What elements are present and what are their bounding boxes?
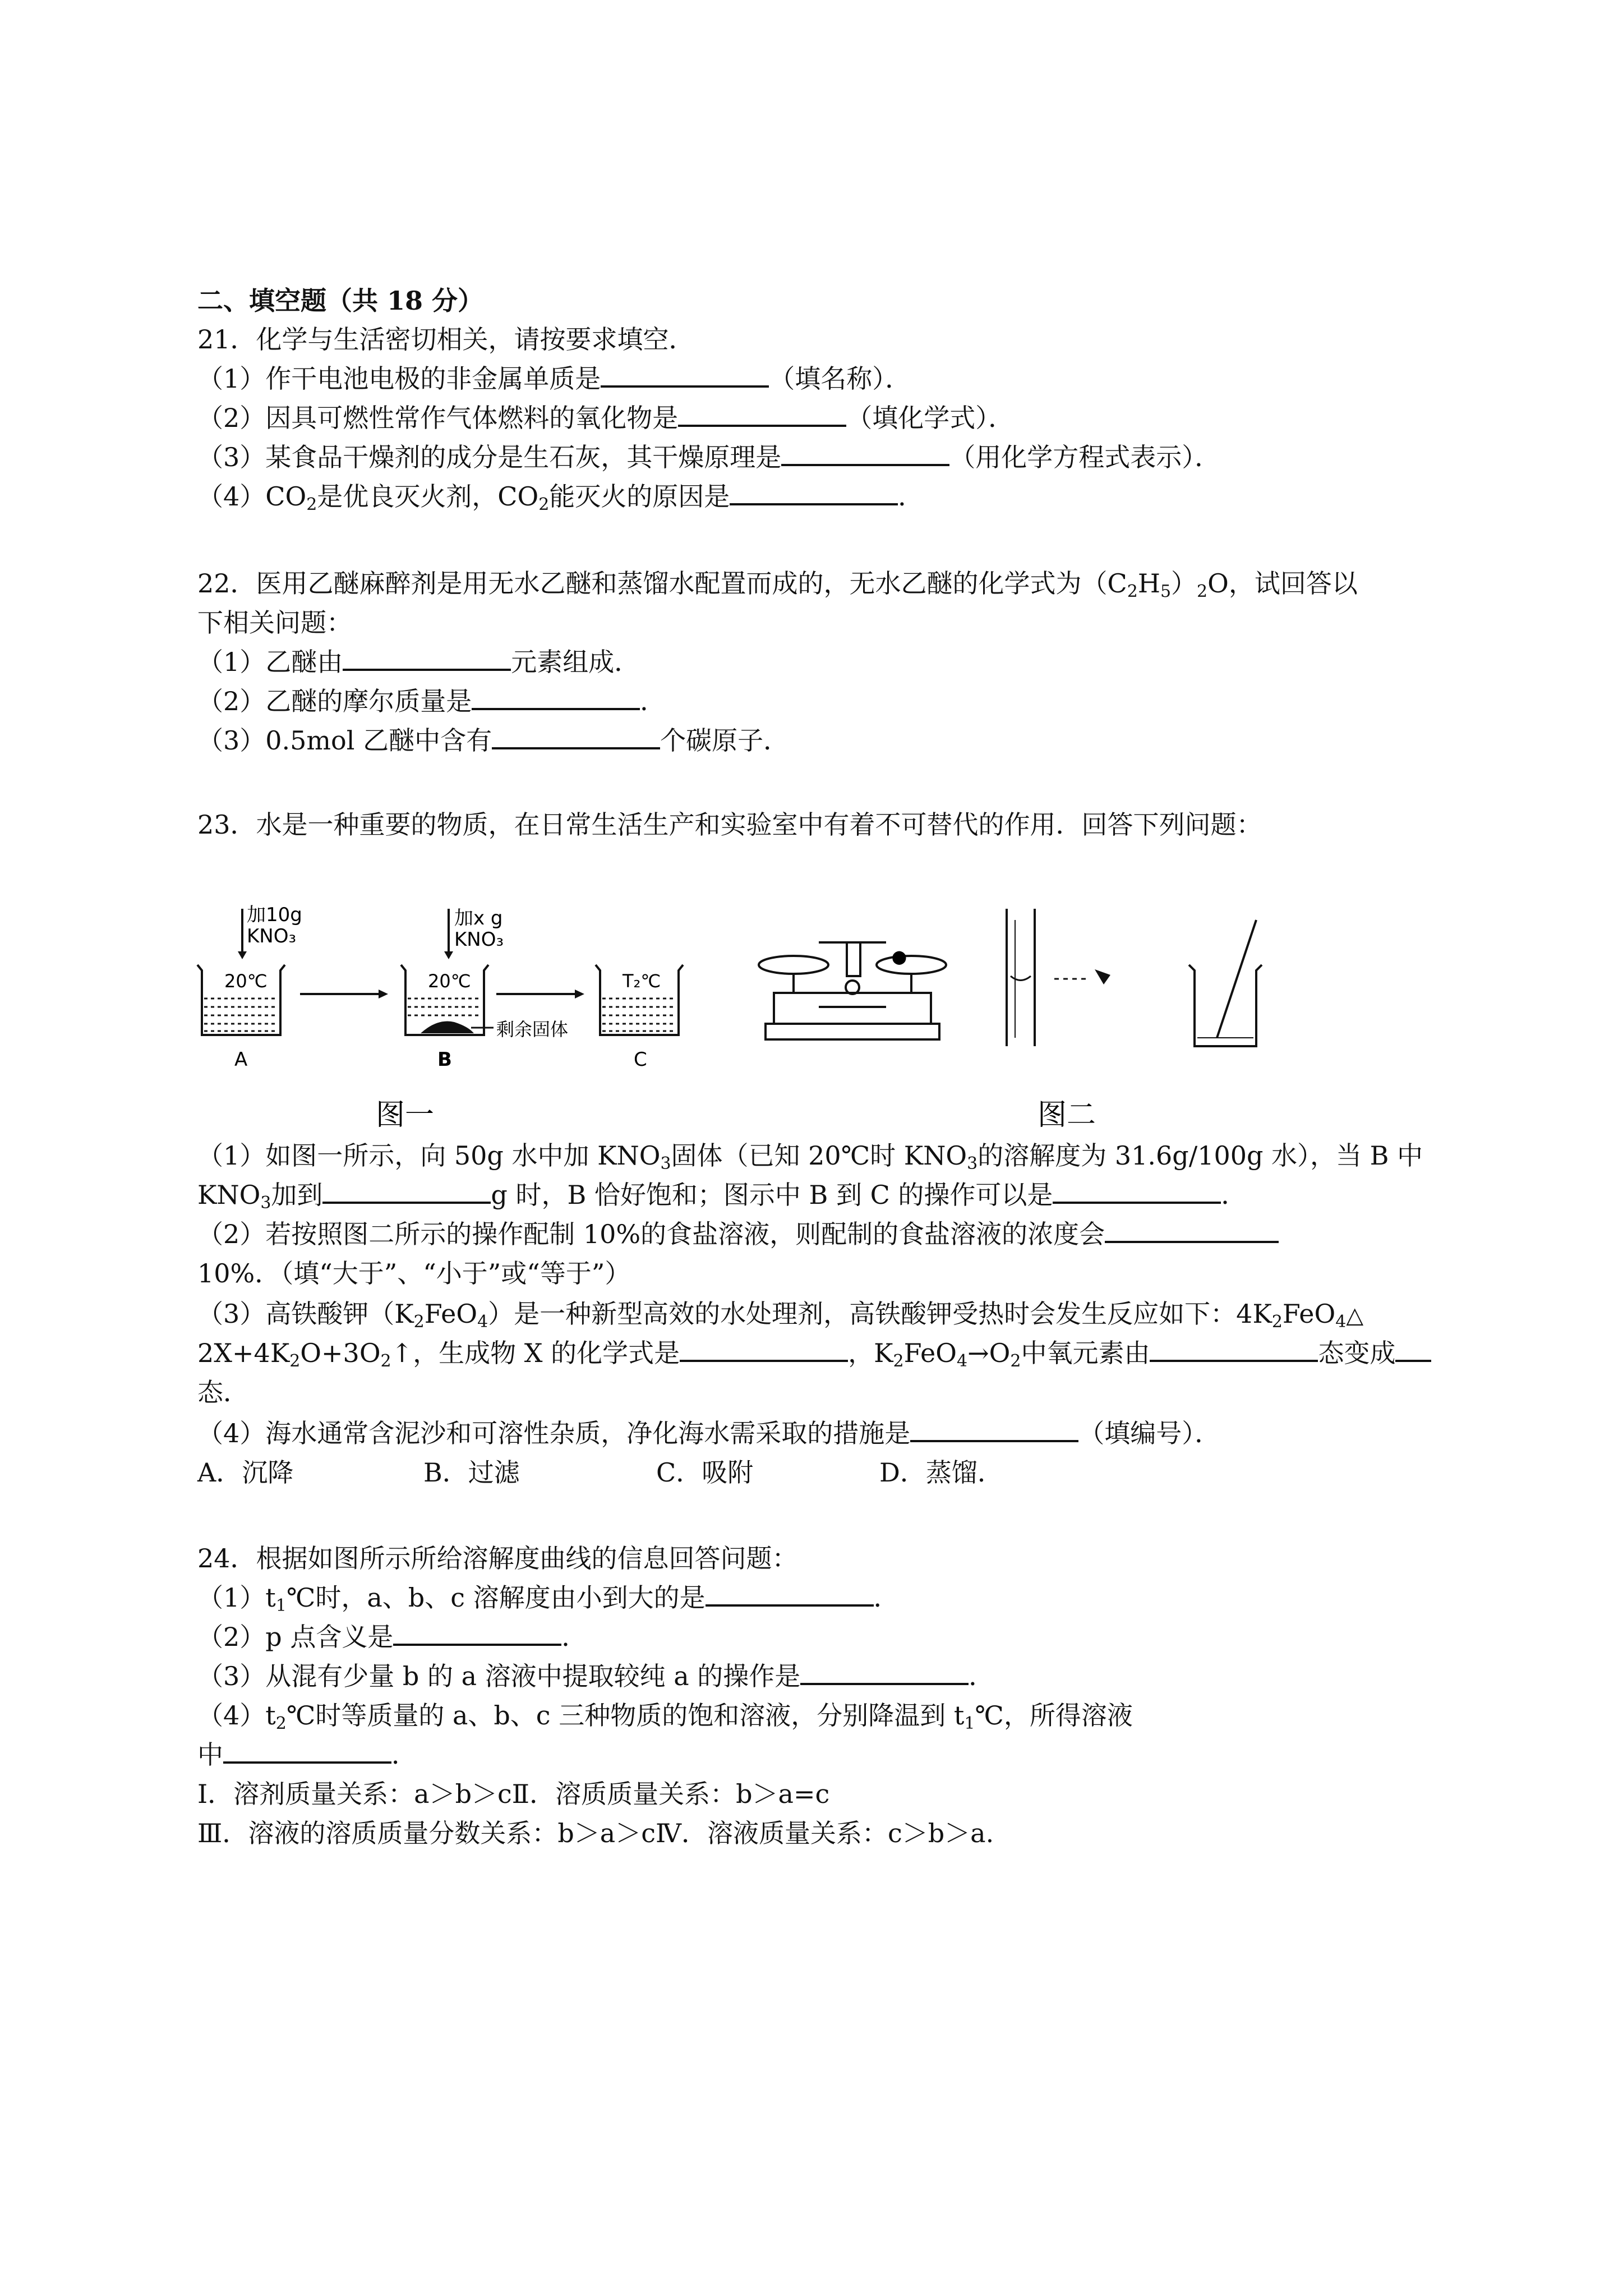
answer-blank[interactable] <box>706 1582 874 1607</box>
q24-p3-text: （3）从混有少量 b 的 a 溶液中提取较纯 a 的操作是 <box>197 1661 801 1691</box>
q23-p3-l2-text5: FeO <box>903 1338 957 1368</box>
figure2-caption: 图二 <box>1038 1098 1096 1132</box>
q24-p2-text: （2）p 点含义是 <box>197 1622 394 1652</box>
answer-blank[interactable] <box>393 1621 561 1646</box>
q21-p2-text: （2）因具可燃性常作气体燃料的氧化物是 <box>197 403 679 433</box>
q23-p1-l2-text3: g 时，B 恰好饱和；图示中 B 到 C 的操作可以是 <box>491 1180 1053 1210</box>
subscript: 2 <box>1271 1312 1283 1332</box>
answer-blank[interactable] <box>910 1418 1078 1442</box>
beaker-c-temp: T₂℃ <box>623 970 661 992</box>
answer-blank[interactable] <box>781 441 949 466</box>
subscript: 1 <box>964 1714 975 1733</box>
q24-p4-text: （4）t <box>197 1700 276 1731</box>
eye-icon <box>1095 969 1110 984</box>
q23-part3-line3: 态． <box>197 1377 249 1407</box>
q22-part1 <box>197 645 640 679</box>
figure1-caption: 图一 <box>376 1098 435 1132</box>
beaker-a-label: A <box>234 1048 248 1071</box>
beaker-b-label: B <box>437 1048 452 1071</box>
q23-part4 <box>197 1416 1220 1450</box>
q24-p1-text2: ℃时，a、b、c 溶解度由小到大的是 <box>286 1582 706 1613</box>
add-10g-label: 加10g <box>247 904 302 926</box>
subscript: 2 <box>1197 582 1208 601</box>
q23-p3-text: （3）高铁酸钾（K <box>197 1299 414 1329</box>
answer-blank[interactable] <box>678 402 846 427</box>
q22-stem-text: 22．医用乙醚麻醉剂是用无水乙醚和蒸馏水配置而成的，无水乙醚的化学式为（C <box>197 568 1127 599</box>
answer-blank[interactable] <box>730 481 898 505</box>
q23-p1-l2-text: KNO <box>197 1180 261 1210</box>
q23-part1 <box>197 1139 1423 1181</box>
q23-part1-line2 <box>197 1178 1247 1220</box>
q24-p2-suffix: ． <box>561 1622 588 1652</box>
q24-p4-l2-text: 中 <box>197 1740 223 1770</box>
q23-p2-text: （2）若按照图二所示的操作配制 10%的食盐溶液，则配制的食盐溶液的浓度会 <box>197 1219 1105 1249</box>
residue-label: 剩余固体 <box>496 1019 569 1040</box>
q21-stem: 21．化学与生活密切相关，请按要求填空． <box>197 324 695 355</box>
q23-p1-text: （1）如图一所示，向 50g 水中加 KNO <box>197 1140 661 1171</box>
answer-blank[interactable] <box>492 725 660 749</box>
subscript: 2 <box>1127 582 1138 601</box>
answer-blank[interactable] <box>322 1179 491 1204</box>
q23-p3-text3: ）是一种新型高效的水处理剂，高铁酸钾受热时会发生反应如下：4K <box>488 1299 1272 1329</box>
q24-part3 <box>197 1659 994 1693</box>
q22-part2 <box>197 684 666 718</box>
answer-blank[interactable] <box>1105 1218 1279 1243</box>
q24-p1-suffix: ． <box>873 1582 900 1613</box>
q23-options <box>197 1456 1003 1489</box>
q24-options-1: Ⅰ．溶剂质量关系：a＞b＞cⅡ．溶质质量关系：b＞a=c <box>197 1779 830 1809</box>
q23-p4-text: （4）海水通常含泥沙和可溶性杂质，净化海水需采取的措施是 <box>197 1418 911 1448</box>
q22-p1-text: （1）乙醚由 <box>197 647 343 677</box>
add-x-label: 加x g <box>454 907 503 930</box>
q21-p4-text: （4）CO <box>197 481 307 512</box>
q24-stem: 24．根据如图所示所给溶解度曲线的信息回答问题： <box>197 1543 798 1573</box>
answer-blank[interactable] <box>1395 1337 1431 1362</box>
subscript: 5 <box>1160 582 1172 601</box>
q22-stem-text3: ） <box>1171 568 1197 599</box>
q23-p3-l2-text7: 中氧元素由 <box>1021 1338 1150 1368</box>
q21-p1-text: （1）作干电池电极的非金属单质是 <box>197 364 601 394</box>
q21-part1 <box>197 362 911 395</box>
arrowhead-icon <box>575 990 584 999</box>
answer-blank[interactable] <box>343 646 511 671</box>
q23-stem: 23．水是一种重要的物质，在日常生活生产和实验室中有着不可替代的作用．回答下列问题： <box>197 809 1262 840</box>
subscript: 2 <box>1010 1351 1021 1371</box>
q24-p4-l2-suffix: ． <box>391 1740 417 1770</box>
q21-p4-suffix: ． <box>898 481 924 512</box>
q21-p3-text: （3）某食品干燥剂的成分是生石灰，其干燥原理是 <box>197 442 782 472</box>
residue-solid <box>421 1022 474 1033</box>
q23-p3-l2-text4: ，K <box>848 1338 893 1368</box>
q21-p4-text3: 能灭火的原因是 <box>549 481 730 512</box>
beaker-stirring <box>1189 920 1262 1046</box>
q22-stem-line2: 下相关问题： <box>197 608 352 638</box>
heat-triangle-icon: △ <box>1346 1303 1364 1328</box>
q22-p3-suffix: 个碳原子． <box>660 725 790 756</box>
answer-blank[interactable] <box>1150 1337 1318 1362</box>
q24-p1-text: （1）t <box>197 1582 276 1613</box>
balance-weight-mark: ⬤ <box>892 949 907 965</box>
arrow-down-icon <box>444 951 453 959</box>
arrow-down-icon <box>238 951 247 959</box>
graduated-cylinder <box>1007 909 1088 1046</box>
q23-p3-l2-text8: 态变成 <box>1318 1338 1396 1368</box>
q24-part1 <box>197 1581 900 1623</box>
q21-part2 <box>197 401 1014 435</box>
q21-part3 <box>197 440 1220 474</box>
q24-p4-text3: ℃，所得溶液 <box>975 1700 1133 1731</box>
q21-p1-suffix: （填名称）． <box>769 364 911 394</box>
subscript: 2 <box>289 1351 301 1371</box>
q23-p3-l2-text2: O+3O <box>300 1338 381 1368</box>
answer-blank[interactable] <box>1053 1179 1221 1204</box>
arrowhead-icon <box>379 990 388 999</box>
q24-part4 <box>197 1699 1133 1741</box>
subscript: 3 <box>660 1154 671 1174</box>
q23-p1-l2-text2: 加到 <box>271 1180 323 1210</box>
q23-part2 <box>197 1217 1279 1251</box>
q21-p4-text2: 是优良灭火剂，CO <box>317 481 539 512</box>
balance-icon <box>759 942 946 1039</box>
beaker-b-temp: 20℃ <box>428 970 471 992</box>
q22-p2-text: （2）乙醚的摩尔质量是 <box>197 686 472 716</box>
q22-p3-text: （3）0.5mol 乙醚中含有 <box>197 725 492 756</box>
q23-p1-text3: 的溶解度为 31.6g/100g 水），当 B 中 <box>978 1140 1423 1171</box>
subscript: 2 <box>538 495 550 514</box>
q22-part3 <box>197 724 789 757</box>
q23-part3-line2 <box>197 1336 1431 1378</box>
subscript: 4 <box>1335 1312 1347 1332</box>
q23-p3-text2: FeO <box>424 1299 478 1329</box>
answer-blank[interactable] <box>800 1660 969 1685</box>
subscript: 2 <box>306 495 317 514</box>
q23-p1-text2: 固体（已知 20℃时 KNO <box>671 1140 967 1171</box>
beaker-c-label: C <box>634 1048 647 1071</box>
q23-p3-l2-text6: →O <box>967 1338 1011 1368</box>
subscript: 3 <box>260 1193 271 1213</box>
q23-figures <box>191 903 1469 1133</box>
section-title: 二、填空题（共 18 分） <box>197 286 484 316</box>
subscript: 4 <box>477 1312 488 1332</box>
q21-part4 <box>197 480 924 522</box>
option-b[interactable]: B．过滤 <box>423 1457 520 1488</box>
subscript: 3 <box>967 1154 978 1174</box>
subscript: 1 <box>275 1596 287 1616</box>
q23-part2-line2: 10%．（填“大于”、“小于”或“等于”） <box>197 1258 631 1289</box>
option-a[interactable]: A．沉降 <box>197 1457 294 1488</box>
subscript: 2 <box>893 1351 904 1371</box>
add-x-kno3: KNO₃ <box>454 928 504 951</box>
q23-p1-l2-suffix: ． <box>1221 1180 1247 1210</box>
answer-blank[interactable] <box>472 685 640 710</box>
q22-stem-text2: H <box>1137 568 1160 599</box>
beaker-a-temp: 20℃ <box>224 970 268 992</box>
q24-part4-line2 <box>197 1738 417 1772</box>
q23-part3 <box>197 1297 1363 1339</box>
answer-blank[interactable] <box>223 1739 391 1764</box>
option-c[interactable]: C．吸附 <box>656 1457 754 1488</box>
q23-p3-text4: FeO <box>1282 1299 1336 1329</box>
q24-options-2: Ⅲ．溶液的溶质质量分数关系：b＞a＞cⅣ．溶液质量关系：c＞b＞a. <box>197 1818 994 1848</box>
q23-p3-l2-text: 2X+4K <box>197 1338 290 1368</box>
q21-p3-suffix: （用化学方程式表示）． <box>949 442 1221 472</box>
q24-p4-text2: ℃时等质量的 a、b、c 三种物质的饱和溶液，分别降温到 t <box>286 1700 965 1731</box>
q23-p4-suffix: （填编号）． <box>1078 1418 1221 1448</box>
lab-figures <box>191 903 1469 1133</box>
q24-p3-suffix: ． <box>969 1661 995 1691</box>
q23-p3-l2-text3: ↑，生成物 X 的化学式是 <box>391 1338 680 1368</box>
q22-p2-suffix: ． <box>640 686 666 716</box>
subscript: 4 <box>956 1351 968 1371</box>
q22-p1-suffix: 元素组成． <box>511 647 640 677</box>
subscript: 2 <box>380 1351 391 1371</box>
option-d[interactable]: D．蒸馏． <box>879 1457 1003 1488</box>
answer-blank[interactable] <box>601 363 769 388</box>
subscript: 2 <box>413 1312 425 1332</box>
q22-stem-text4: O，试回答以 <box>1207 568 1358 599</box>
q24-part2 <box>197 1620 587 1654</box>
add-10g-kno3: KNO₃ <box>247 925 297 947</box>
q21-p2-suffix: （填化学式）． <box>846 403 1015 433</box>
answer-blank[interactable] <box>680 1337 848 1362</box>
q22-stem <box>197 567 1358 609</box>
subscript: 2 <box>275 1714 287 1733</box>
